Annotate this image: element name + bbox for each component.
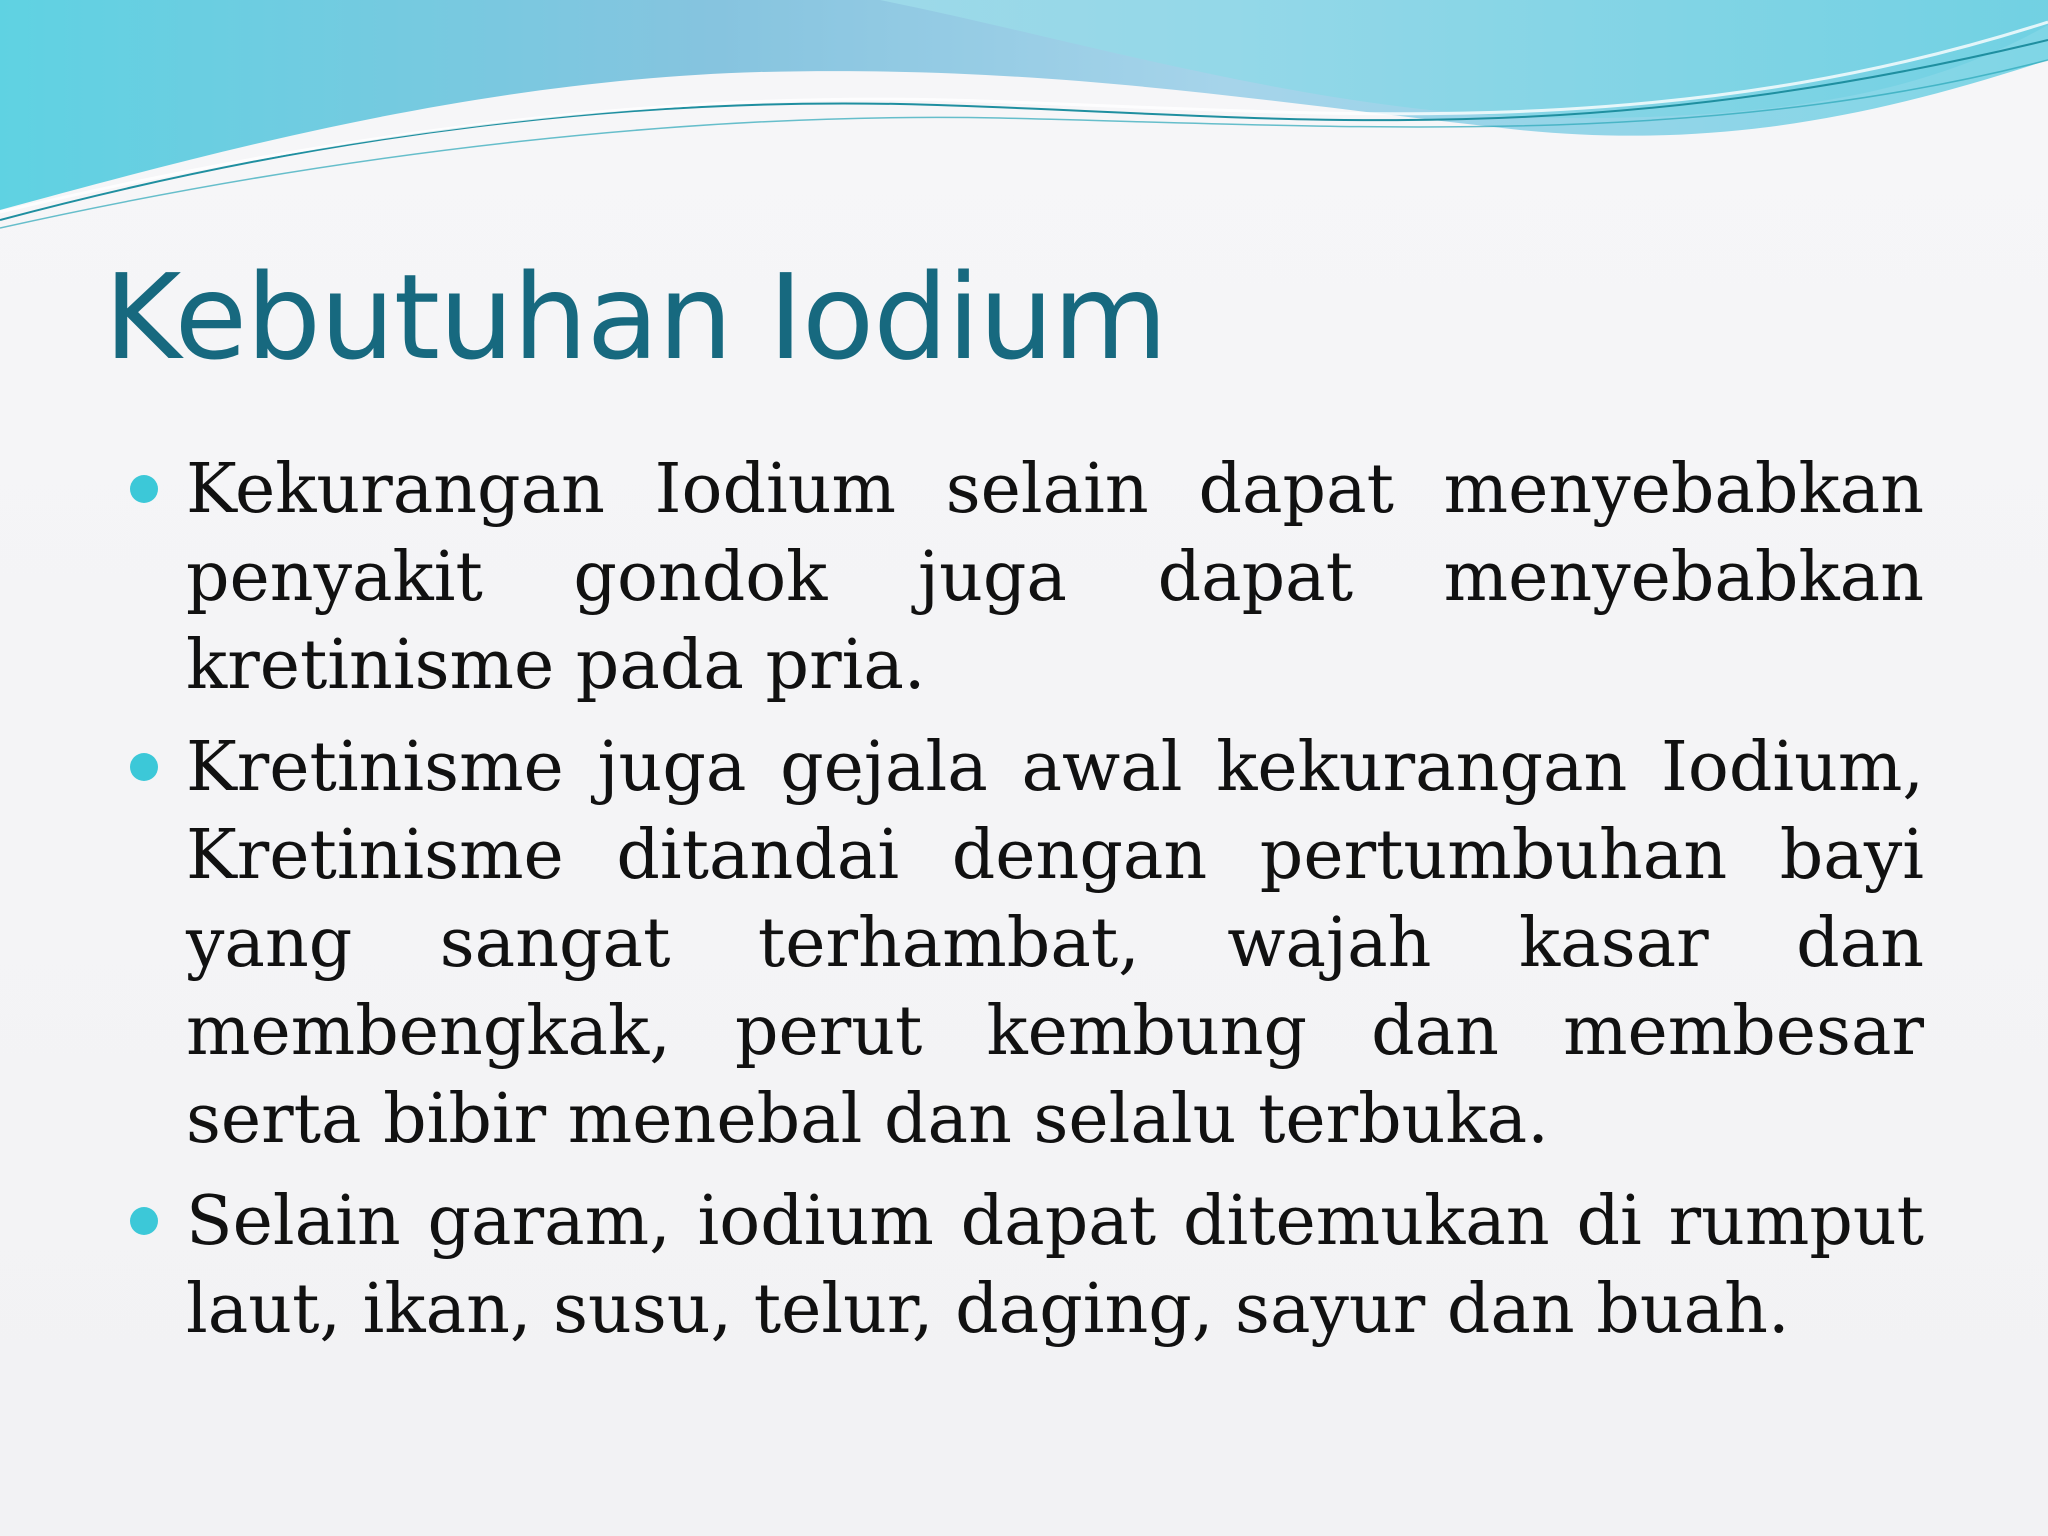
bullet-dot-icon [130,753,158,781]
bullet-item [130,724,1924,1164]
bullet-item [130,446,1924,710]
bullet-list [130,446,1924,1368]
bullet-dot-icon [130,475,158,503]
bullet-text: Kekurangan Iodium selain dapat menyebabkan penyakit gondok juga dapat menyebabkan kretinisme pada pria. [186,450,1924,705]
header-wave-decoration [0,0,2048,240]
bullet-text: Selain garam, iodium dapat ditemukan di rumput laut, ikan, susu, telur, daging, sayur dan buah. [186,1182,1924,1349]
bullet-item [130,1178,1924,1354]
slide-title: Kebutuhan Iodium [104,248,1167,386]
bullet-dot-icon [130,1207,158,1235]
bullet-text: Kretinisme juga gejala awal kekurangan Iodium, Kretinisme ditandai dengan pertumbuhan bayi yang sangat terhambat, wajah kasar dan membengkak, perut kembung dan membesar serta bibir menebal dan selalu terbuka. [186,728,1924,1159]
